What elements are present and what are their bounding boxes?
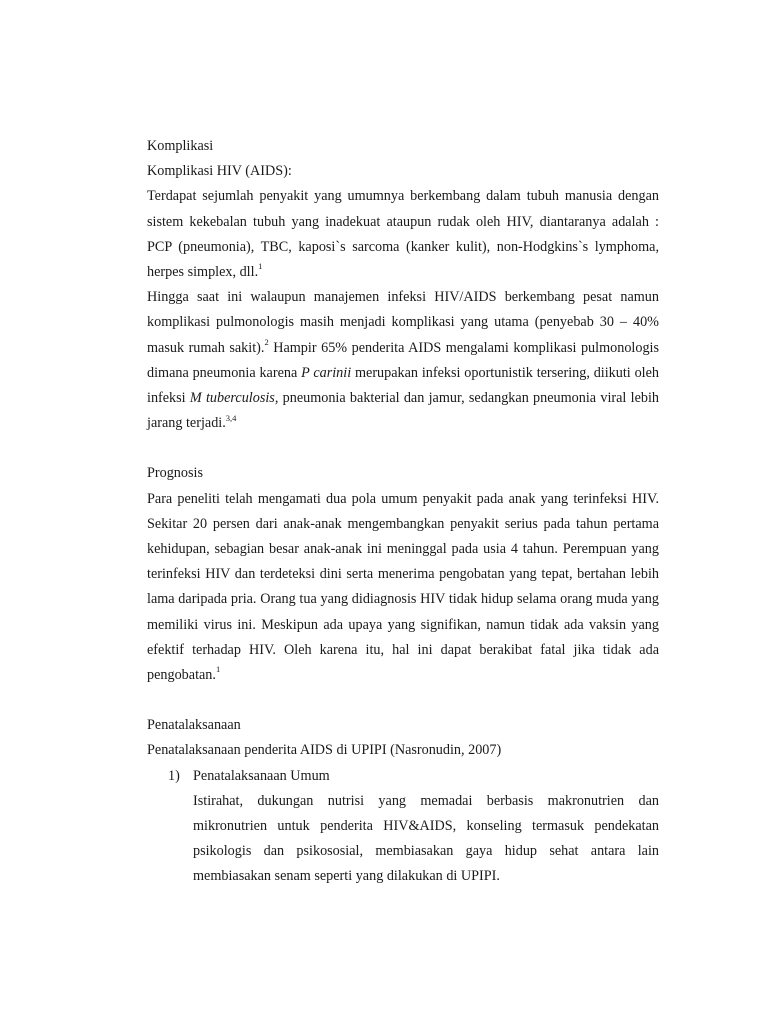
list-item-body: Istirahat, dukungan nutrisi yang memadai berbasis makronutrien dan mikronutrien untuk penderita HIV&AIDS, konseling termasuk pendekatan psikologis dan psikososial, membiasakan gaya hidup sehat antara lain membiasakan senam seperti yang dilakukan di UPIPI. xyxy=(193,792,659,885)
list-item-title: Penatalaksanaan Umum xyxy=(193,767,330,784)
paragraph-text: Hampir 65% penderita AIDS mengalami komplikasi pulmonologis dimana pneumonia karena xyxy=(147,339,660,381)
section-subheading-komplikasi-hiv: Komplikasi HIV (AIDS): xyxy=(147,163,292,180)
paragraph-text: merupakan infeksi oportunistik tersering, diikuti oleh infeksi xyxy=(147,364,660,407)
paragraph-prognosis-1 xyxy=(147,487,659,689)
section-heading-komplikasi: Komplikasi xyxy=(147,138,214,154)
paragraph-text: Hingga saat ini walaupun manajemen infeksi HIV/AIDS berkembang pesat namun komplikasi pulmonologis masih menjadi komplikasi yang utama (penyebab 30 – 40% masuk rumah sakit). xyxy=(147,289,659,356)
footnote-ref: 1 xyxy=(215,664,221,675)
document-body xyxy=(147,134,659,890)
paragraph-text: Terdapat sejumlah penyakit yang umumnya berkembang dalam tubuh manusia dengan sistem kekebalan tubuh yang inadekuat ataupun rudak oleh HIV, diantaranya adalah : PCP (pneumonia), TBC, kaposi`s sarcoma (kanker kulit), non-Hodgkins`s lymphoma, herpes simplex, dll. xyxy=(147,188,659,281)
italic-organism-name: P carinii xyxy=(301,364,352,381)
section-subheading-penatalaksanaan-upipi: Penatalaksanaan penderita AIDS di UPIPI (Nasronudin, 2007) xyxy=(147,742,502,759)
paragraph-komplikasi-2 xyxy=(147,285,659,436)
footnote-ref: 1 xyxy=(258,261,263,272)
section-spacer xyxy=(147,688,659,713)
italic-organism-name: M tuberculosis xyxy=(189,390,275,407)
section-penatalaksanaan xyxy=(147,713,659,889)
list-item xyxy=(147,764,659,890)
list-item-number: 1) xyxy=(168,767,180,784)
paragraph-komplikasi-1 xyxy=(147,184,659,285)
paragraph-text: , pneumonia bakterial dan jamur, sedangkan pneumonia viral lebih jarang terjadi. xyxy=(147,390,659,432)
footnote-ref: 2 xyxy=(264,336,269,347)
footnote-ref: 3,4 xyxy=(225,412,237,423)
section-heading-penatalaksanaan: Penatalaksanaan xyxy=(147,717,241,734)
paragraph-text: Para peneliti telah mengamati dua pola umum penyakit pada anak yang terinfeksi HIV. Sekitar 20 persen dari anak-anak mengembangkan penyakit serius pada tahun pertama kehidupan, sebagian besar anak-anak ini meninggal pada usia 4 tahun. Perempuan yang terinfeksi HIV dan terdeteksi dini serta menerima pengobatan yang tepat, bertahan lebih lama daripada pria. Orang tua yang didiagnosis HIV tidak hidup selama orang muda yang memiliki virus ini. Meskipun ada upaya yang signifikan, namun tidak ada vaksin yang efektif terhadap HIV. Oleh karena itu, hal ini dapat berakibat fatal jika tidak ada pengobatan. xyxy=(147,490,659,684)
section-spacer xyxy=(147,436,659,461)
section-komplikasi xyxy=(147,134,659,436)
section-prognosis xyxy=(147,461,659,688)
section-heading-prognosis: Prognosis xyxy=(147,465,203,482)
